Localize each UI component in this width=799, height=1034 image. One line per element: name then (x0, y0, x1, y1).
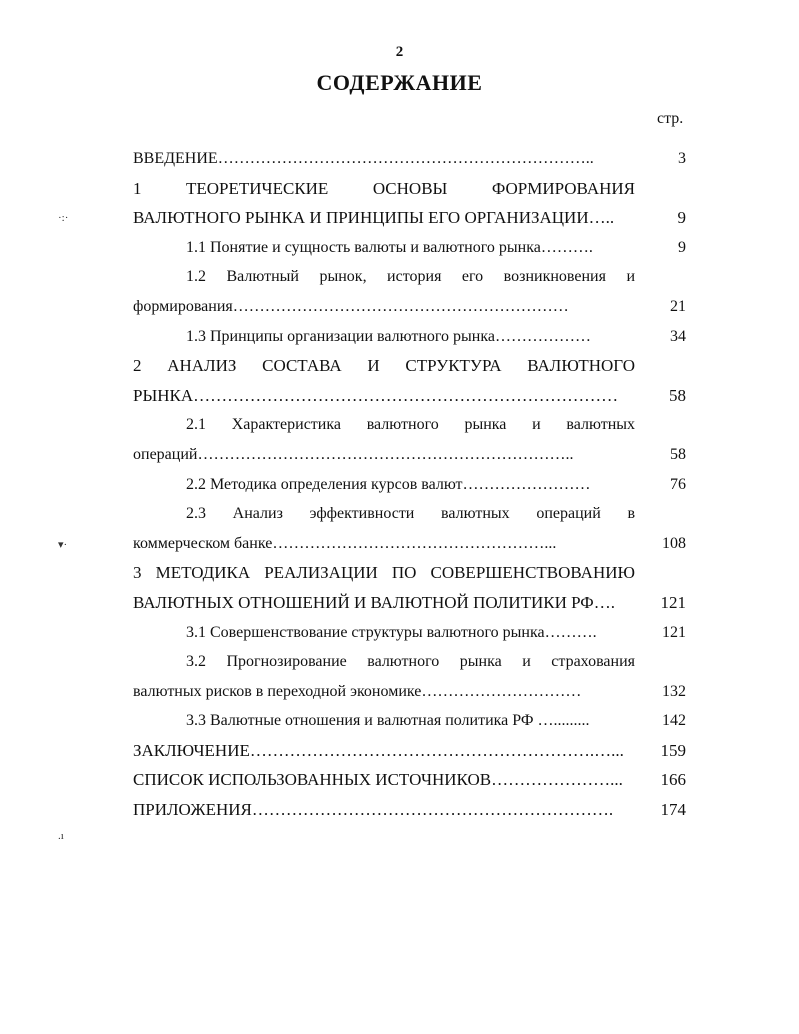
toc-entry (0, 381, 799, 411)
toc-entry (0, 647, 799, 677)
toc-entry (0, 440, 799, 470)
toc-entry-text: 1.1 Понятие и сущность валюты и валютного рынка………. (186, 238, 593, 256)
toc-entry-page: 58 (670, 445, 686, 463)
toc-entry-text: ЗАКЛЮЧЕНИЕ…………………………………………………….…... (133, 740, 624, 760)
toc-entry-text: 3.2 Прогнозирование валютного рынка и страхования (186, 653, 635, 671)
toc-entry (0, 292, 799, 322)
toc-entry-text: 1.3 Принципы организации валютного рынка……………… (186, 327, 591, 345)
toc-entry (0, 410, 799, 440)
page-number: 2 (395, 44, 404, 60)
toc-entry-text: 1.2 Валютный рынок, история его возникновения и (186, 268, 635, 286)
toc-entry-text: коммерческом банке……………………………………………... (133, 534, 557, 552)
toc-entry-page: 76 (670, 475, 686, 493)
toc-entry (0, 529, 799, 559)
toc-entry-text: ВВЕДЕНИЕ…………………………………………………………….. (133, 150, 594, 167)
toc-entry-text: 1 ТЕОРЕТИЧЕСКИЕ ОСНОВЫ ФОРМИРОВАНИЯ (133, 178, 635, 198)
toc-entry-page: 34 (670, 327, 686, 345)
toc-entry-text: ВАЛЮТНОГО РЫНКА И ПРИНЦИПЫ ЕГО ОРГАНИЗАЦИИ….. (133, 208, 615, 228)
toc-entry-page: 142 (662, 712, 686, 730)
toc-entry-text: 3.3 Валютные отношения и валютная политика РФ …......... (186, 712, 590, 730)
toc-entry (0, 588, 799, 618)
toc-entry-page: 121 (662, 623, 686, 641)
toc-entry (0, 322, 799, 352)
toc-entry-text: операций…………………………………………………………….. (133, 445, 574, 463)
toc-entry-text: ПРИЛОЖЕНИЯ………………………………………………………. (133, 800, 614, 820)
toc-entry (0, 558, 799, 588)
toc-entry (0, 618, 799, 648)
toc-entry (0, 765, 799, 795)
toc-entry-page: 9 (677, 208, 686, 228)
toc-entry (0, 736, 799, 766)
toc-entry (0, 144, 799, 174)
toc-entry (0, 262, 799, 292)
toc-entry-text: 2.1 Характеристика валютного рынка и валютных (186, 416, 635, 434)
toc-entry-page: 159 (660, 740, 686, 760)
toc-entry-text: 2.2 Методика определения курсов валют…………………… (186, 475, 591, 493)
toc-entry-page: 58 (669, 385, 686, 405)
toc-entry (0, 174, 799, 204)
toc-entry (0, 499, 799, 529)
toc-entry-page: 174 (660, 800, 686, 820)
toc-entry-text: СПИСОК ИСПОЛЬЗОВАННЫХ ИСТОЧНИКОВ…………………... (133, 770, 623, 790)
pages-column-header: стр. (657, 110, 684, 127)
toc-entry (0, 706, 799, 736)
toc-entry (0, 795, 799, 825)
toc-entry (0, 470, 799, 500)
toc-entry (0, 351, 799, 381)
toc-entry (0, 677, 799, 707)
toc-entry-text: РЫНКА………………………………………………………………… (133, 385, 619, 405)
toc-entry-text: 2 АНАЛИЗ СОСТАВА И СТРУКТУРА ВАЛЮТНОГО (133, 356, 635, 376)
toc-entry-page: 132 (662, 682, 686, 700)
toc-entry-text: ВАЛЮТНЫХ ОТНОШЕНИЙ И ВАЛЮТНОЙ ПОЛИТИКИ РФ…. (133, 592, 615, 612)
toc-entry-page: 121 (660, 592, 686, 612)
toc-entry-page: 21 (670, 297, 686, 315)
toc-entry-text: 2.3 Анализ эффективности валютных операций в (186, 505, 635, 523)
scan-artifact: ·:· (58, 212, 69, 224)
toc-entry-text: формирования……………………………………………………… (133, 297, 569, 315)
toc-entry-text: 3.1 Совершенствование структуры валютного рынка………. (186, 623, 597, 641)
toc-entry-text: 3 МЕТОДИКА РЕАЛИЗАЦИИ ПО СОВЕРШЕНСТВОВАНИЮ (133, 563, 635, 583)
toc-entry-page: 166 (660, 770, 686, 790)
toc-entry-page: 9 (678, 238, 686, 256)
page-title: СОДЕРЖАНИЕ (316, 70, 483, 95)
toc-entry-page: 3 (678, 150, 686, 167)
toc-entry-page: 108 (662, 534, 686, 552)
toc-entry (0, 233, 799, 263)
scan-artifact: .ı (58, 830, 64, 842)
scan-artifact: ▾· (58, 539, 68, 551)
table-of-contents (0, 144, 799, 825)
toc-entry-text: валютных рисков в переходной экономике………………………… (133, 682, 582, 700)
toc-entry (0, 203, 799, 233)
